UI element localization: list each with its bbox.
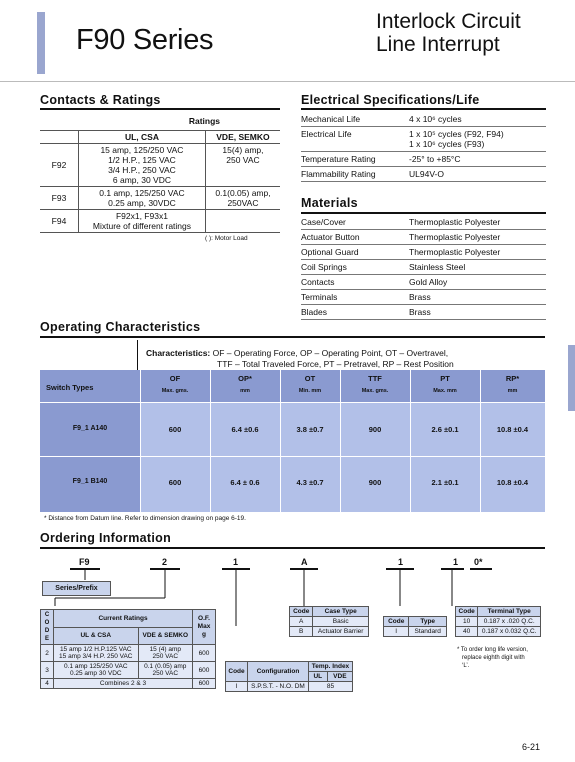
operating-heading: Operating Characteristics (40, 320, 201, 334)
op-col-of: OF (169, 374, 181, 383)
code-part-option: 0* (474, 557, 483, 567)
op-cell: 10.8 ±0.4 (496, 478, 529, 487)
code-part-terminal: 1 (453, 557, 459, 567)
terminal-type-table: Code Terminal Type 10 0.187 x .020 Q.C. 40 0.187 x 0.032 Q.C. (455, 606, 541, 637)
materials-heading-rule (301, 212, 546, 214)
op-cell: 3.8 ±0.7 (296, 425, 324, 434)
op-cell: 2.1 ±0.1 (431, 478, 459, 487)
op-col-unit: Max. mm (433, 388, 457, 394)
op-col-unit: mm (240, 388, 250, 394)
code-part-case: A (301, 557, 308, 567)
type-table: Code Type I Standard (383, 616, 447, 637)
code-part-current: 2 (162, 557, 168, 567)
ordering-heading-rule (40, 547, 545, 549)
operating-footnote: * Distance from Datum line. Refer to dimension drawing on page 6-19. (44, 515, 246, 522)
code-part-prefix: F9 (79, 557, 90, 567)
side-tab (568, 345, 575, 411)
code-part-config: 1 (233, 557, 239, 567)
operating-heading-rule (40, 336, 545, 338)
ratings-row-f92: F92 15 amp, 125/250 VAC 1/2 H.P., 125 VAC 3/4 H.P., 250 VAC 6 amp, 30 VDC 15(4) amp, 250 VAC (40, 144, 280, 187)
current-ratings-table: C O D E Current Ratings O.F. Max g UL & CSA VDE & SEMKO 2 15 amp 1/2 H.P.125 VAC 15 amp 3/4 H.P. 250 VAC 15 (4) amp 250 VAC 600 3 0.1 amp 125/250 VAC 0.25 amp 30 VDC 0.1 (0.05) amp 250 VAC 600 4 Combines 2 & 3 600 (40, 609, 216, 689)
op-col-op: OP* (238, 374, 252, 383)
code-part-type: 1 (398, 557, 404, 567)
configuration-table: Code Configuration Temp. Index UL VDE I S.P.S.T. - N.O. DM 85 (225, 661, 353, 692)
op-col-rp: RP* (505, 374, 520, 383)
ratings-row-f94: F94 F92x1, F93x1 Mixture of different ratings (40, 210, 280, 233)
electrical-heading-rule (301, 108, 546, 110)
ratings-footnote: ( ): Motor Load (205, 235, 248, 242)
series-prefix-box: Series/Prefix (42, 581, 111, 596)
op-row-type: F9_1 A140 (72, 425, 108, 432)
series-title: F90 Series (76, 24, 214, 56)
ratings-label: Ratings (188, 116, 220, 126)
op-cell: 6.4 ±0.6 (231, 425, 259, 434)
contacts-heading-rule (40, 108, 280, 110)
op-cell: 900 (368, 478, 382, 487)
op-col-ot: OT (304, 374, 316, 383)
ordering-heading: Ordering Information (40, 531, 171, 545)
op-col-unit: Max. gms. (361, 388, 389, 394)
op-col-unit: Max. gms. (161, 388, 189, 394)
ratings-table (40, 116, 280, 242)
op-cell: 6.4 ± 0.6 (230, 478, 260, 487)
switch-types-label: Switch Types (46, 383, 94, 392)
contacts-heading: Contacts & Ratings (40, 93, 161, 107)
op-col-ttf: TTF (368, 374, 382, 383)
op-cell: 600 (168, 425, 182, 434)
op-col-unit: mm (507, 388, 518, 394)
op-cell: 4.3 ±0.7 (296, 478, 324, 487)
ratings-col-vde: VDE, SEMKO (205, 131, 280, 144)
header-rule (0, 81, 575, 82)
electrical-heading: Electrical Specifications/Life (301, 93, 480, 107)
op-cell: 2.6 ±0.1 (431, 425, 459, 434)
electrical-table: Mechanical Life 4 x 10⁶ cycles Electrical Life 1 x 10⁵ cycles (F92, F94) 1 x 10⁶ cycles (F93) Temperature Rating -25° to +85°C Flammability Rating UL94V-O (301, 112, 546, 182)
page-number: 6-21 (522, 742, 541, 752)
ratings-row-f93: F93 0.1 amp, 125/250 VAC 0.25 amp, 30VDC 0.1(0.05) amp, 250VAC (40, 187, 280, 210)
op-col-pt: PT (440, 374, 450, 383)
ratings-col-ul: UL, CSA (79, 131, 206, 144)
op-cell: 600 (168, 478, 182, 487)
op-col-unit: Min. mm (298, 388, 322, 394)
op-row-type: F9_1 B140 (72, 478, 108, 485)
long-life-note: * To order long life version, replace eighth digit with ‘L’. (457, 647, 528, 669)
case-type-table: Code Case Type A Basic B Actuator Barrier (289, 606, 369, 637)
materials-heading: Materials (301, 196, 358, 210)
operating-table (40, 370, 545, 512)
materials-table: Case/Cover Thermoplastic Polyester Actuator Button Thermoplastic Polyester Optional Guard Thermoplastic Polyester Coil Springs Stainless Steel Contacts Gold Alloy Terminals Brass Blades Brass (301, 215, 546, 320)
accent-bar (37, 12, 45, 74)
op-cell: 900 (368, 425, 382, 434)
product-title: Interlock Circuit Line Interrupt (376, 10, 521, 56)
op-cell: 10.8 ±0.4 (496, 425, 529, 434)
characteristics-legend: Characteristics: OF – Operating Force, OP – Operating Point, OT – Overtravel, TTF – Total Traveled Force, PT – Pretravel, RP – Rest Position (146, 348, 454, 369)
